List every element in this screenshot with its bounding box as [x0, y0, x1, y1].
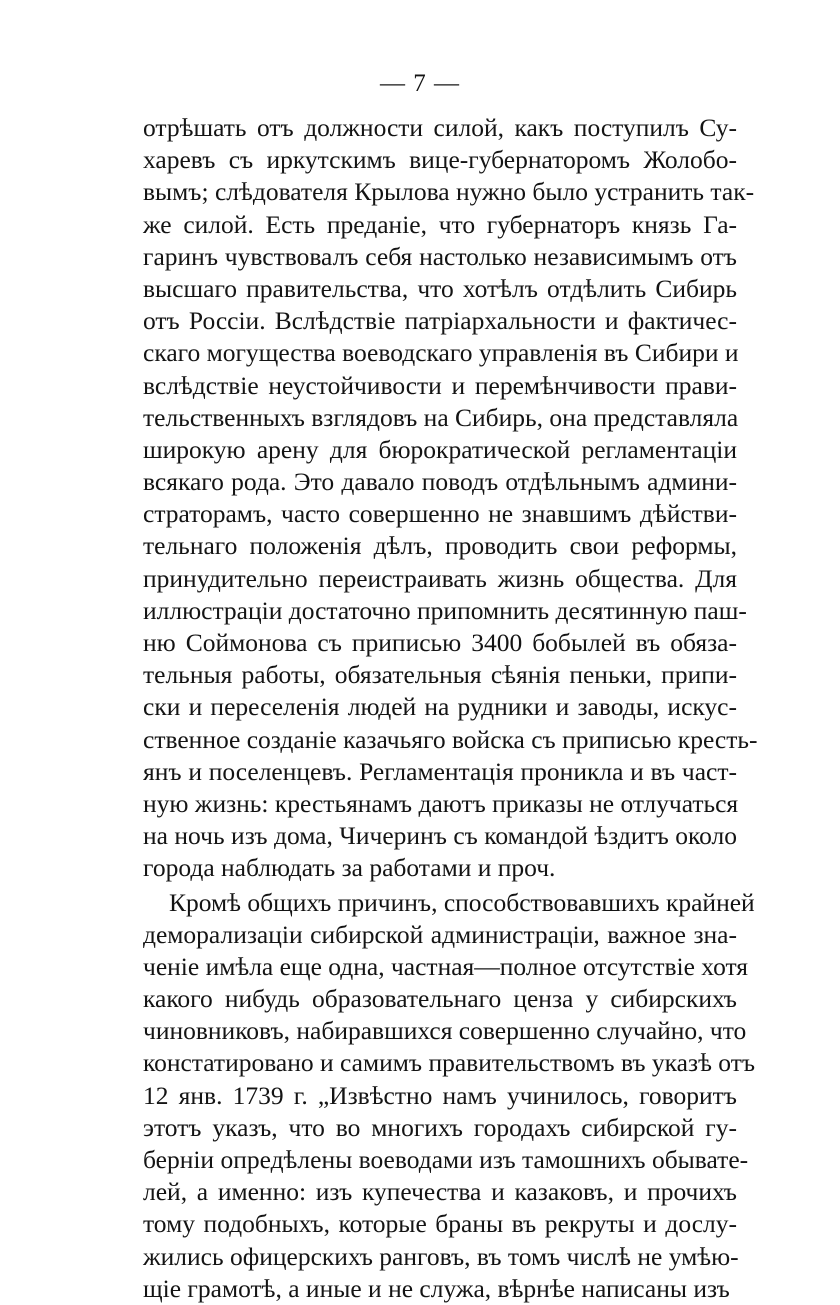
text-line: Кромѣ общихъ причинъ, способствовавшихъ крайней	[169, 887, 755, 917]
text-line: на ночь изъ дома, Чичеринъ съ командой ѣздитъ около	[143, 821, 737, 851]
text-line: харевъ съ иркутскимъ вице-губернаторомъ Жолобо-	[143, 145, 737, 175]
text-line: отрѣшать отъ должности силой, какъ поступилъ Су-	[143, 113, 737, 142]
text-line: вслѣдствіе неустойчивости и перемѣнчивости прави-	[143, 370, 737, 400]
text-line: отъ Россіи. Вслѣдствіе патріархальности и фактичес-	[143, 306, 737, 336]
paragraph-1	[143, 112, 758, 885]
text-line: всякаго рода. Это давало поводъ отдѣльнымъ админи-	[143, 467, 737, 497]
text-line: янъ и поселенцевъ. Регламентація проникла и въ част-	[143, 756, 737, 786]
text-line: тельнаго положенія дѣлъ, проводить свои реформы,	[143, 531, 737, 561]
text-line: 12 янв. 1739 г. „Извѣстно намъ учинилось, говоритъ	[143, 1080, 737, 1110]
text-line: города наблюдать за работами и проч.	[143, 853, 556, 883]
text-line: ски и переселенія людей на рудники и заводы, искус-	[143, 692, 737, 722]
text-line: ченіе имѣла еще одна, частная—полное отсутствіе хотя	[143, 951, 749, 981]
text-line: страторамъ, часто совершенно не знавшимъ дѣйстви-	[143, 499, 737, 529]
text-line: высшаго правительства, что хотѣлъ отдѣлить Сибирь	[143, 273, 737, 303]
text-line: широкую арену для бюрократической регламентаціи	[143, 434, 737, 464]
text-line: ню Соймонова съ приписью 3400 бобылей въ обяза-	[143, 628, 737, 657]
text-line: ную жизнь: крестьянамъ даютъ приказы не отлучаться	[143, 788, 739, 818]
text-line: иллюстраціи достаточно припомнить десятинную паш-	[143, 595, 747, 625]
text-line: жились офицерскихъ ранговъ, въ томъ числѣ не умѣю-	[143, 1241, 739, 1271]
paragraph-2	[143, 887, 756, 1305]
text-line: вымъ; слѣдователя Крылова нужно было устранить так-	[143, 177, 755, 207]
text-line: скаго могущества воеводскаго управленія въ Сибири и	[143, 338, 739, 368]
text-line: принудительно переистраивать жизнь общества. Для	[143, 563, 737, 593]
text-line: гаринъ чувствовалъ себя настолько независимымъ отъ	[143, 241, 737, 271]
text-line: констатировано и самимъ правительствомъ въ указѣ отъ	[143, 1048, 756, 1078]
body-text	[143, 112, 758, 1305]
text-line: ственное созданіе казачьяго войска съ приписью кресть-	[143, 724, 758, 754]
text-line: этотъ указъ, что во многихъ городахъ сибирской гу-	[143, 1112, 737, 1142]
text-line: лей, а именно: изъ купечества и казаковъ, и прочихъ	[143, 1177, 737, 1207]
text-line: берніи опредѣлены воеводами изъ тамошнихъ обывате-	[143, 1145, 749, 1174]
text-line: какого нибудь образовательнаго ценза у сибирскихъ	[143, 984, 737, 1014]
text-line: тельственныхъ взглядовъ на Сибирь, она представляла	[143, 402, 739, 432]
text-line: же силой. Есть преданіе, что губернаторъ князь Га-	[143, 209, 737, 239]
text-line: тельныя работы, обязательныя сѣянія пеньки, припи-	[143, 660, 737, 690]
page-number: — 7 —	[380, 70, 460, 97]
text-line: чиновниковъ, набиравшихся совершенно случайно, что	[143, 1016, 747, 1046]
text-line: щіе грамотѣ, а иные и не служа, вѣрнѣе написаны изъ	[143, 1273, 730, 1303]
text-line: деморализаціи сибирской администраціи, важное зна-	[143, 919, 737, 949]
text-line: тому подобныхъ, которые браны въ рекруты и дослу-	[143, 1209, 737, 1239]
